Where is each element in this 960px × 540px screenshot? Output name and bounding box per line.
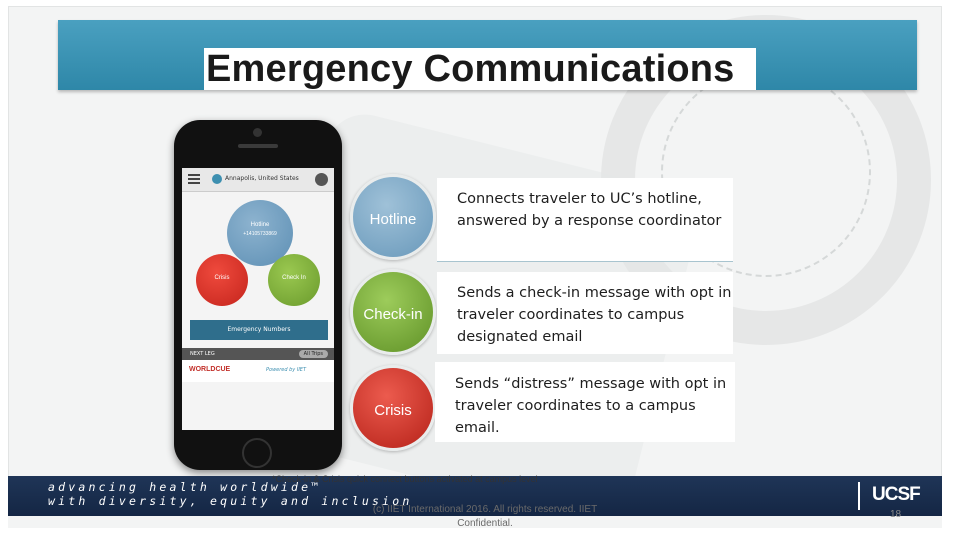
- next-leg-bar: [182, 348, 334, 360]
- crisis-description: Sends “distress” message with opt in traveler coordinates to a campus email.: [435, 362, 735, 442]
- globe-icon[interactable]: [315, 173, 328, 186]
- brand-row: [182, 360, 334, 382]
- slide-title: Emergency Communications: [206, 48, 735, 90]
- ucsf-logo: UCSF: [872, 484, 920, 505]
- app-hotline-number: +14105733869: [243, 231, 277, 237]
- app-top-bar: [182, 168, 334, 192]
- checkin-description: Sends a check-in message with opt in traveler coordinates to campus designated email: [437, 272, 733, 354]
- worldcue-logo: WORLDCUE: [189, 366, 231, 373]
- emergency-numbers-button[interactable]: Emergency Numbers: [190, 320, 328, 340]
- menu-icon[interactable]: [188, 174, 200, 184]
- phone-screen: [182, 168, 334, 430]
- app-crisis-button[interactable]: [196, 254, 248, 306]
- tagline-line-1: advancing health worldwide™: [48, 480, 322, 494]
- location-pin-icon: [212, 174, 222, 184]
- activation-note: *Check-in & Crisis quick connect buttons activated at campus level: [272, 474, 538, 484]
- app-checkin-button[interactable]: [268, 254, 320, 306]
- checkin-circle: Check-in: [350, 269, 436, 355]
- phone-speaker: [238, 144, 278, 148]
- phone-camera: [253, 128, 262, 137]
- logo-divider: [858, 482, 860, 510]
- next-leg-label: NEXT LEG: [190, 351, 215, 357]
- app-hotline-label: Hotline: [250, 222, 270, 228]
- all-trips-button[interactable]: All Trips: [299, 350, 328, 358]
- hotline-description: Connects traveler to UC’s hotline, answered by a response coordinator: [437, 178, 733, 262]
- hotline-circle: Hotline: [350, 174, 436, 260]
- crisis-circle: Crisis: [350, 365, 436, 451]
- copyright-notice: (c) IIET International 2016. All rights reserved. IIET Confidential.: [372, 504, 598, 529]
- powered-by-label: Powered by IIET: [266, 367, 307, 373]
- app-crisis-label: Crisis: [214, 275, 230, 281]
- phone-mockup: [174, 120, 342, 470]
- page-number: 18: [890, 509, 902, 520]
- phone-home-button: [242, 438, 272, 468]
- app-location: Annapolis, United States: [225, 175, 299, 182]
- tagline-line-2: with diversity, equity and inclusion: [48, 494, 413, 508]
- app-checkin-label: Check In: [282, 275, 306, 281]
